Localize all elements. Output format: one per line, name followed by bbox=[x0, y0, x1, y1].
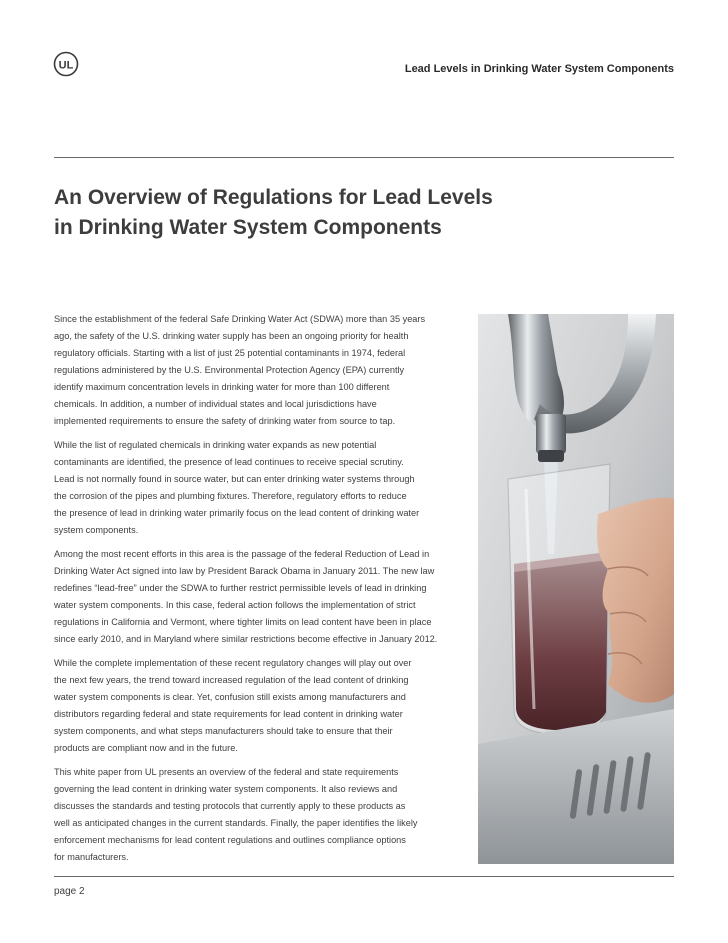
footer-divider bbox=[54, 876, 674, 877]
text-line: water system components. In this case, federal action follows the implementation of strict bbox=[54, 600, 416, 610]
header-title: Lead Levels in Drinking Water System Components bbox=[404, 63, 674, 75]
text-line: well as anticipated changes in the current standards. Finally, the paper identifies the likely bbox=[54, 818, 418, 828]
text-line: regulations in California and Vermont, where tighter limits on lead content have been in place bbox=[54, 617, 432, 627]
page-number: page 2 bbox=[54, 886, 85, 897]
text-line: regulatory officials. Starting with a list of just 25 potential contaminants in 1974, federal bbox=[54, 348, 406, 358]
text-line: discusses the standards and testing protocols that currently apply to these products as bbox=[54, 801, 406, 811]
text-line: governing the lead content in drinking water system components. It also reviews and bbox=[54, 784, 398, 794]
page-title-line: in Drinking Water System Components bbox=[54, 216, 442, 239]
text-line: Since the establishment of the federal Safe Drinking Water Act (SDWA) more than 35 years bbox=[54, 314, 426, 324]
article-body bbox=[54, 311, 464, 873]
header-divider bbox=[54, 157, 674, 158]
text-line: distributors regarding federal and state requirements for lead content in drinking water bbox=[54, 709, 403, 719]
paragraph bbox=[54, 311, 464, 430]
page-title bbox=[54, 183, 614, 243]
ul-logo-text: UL bbox=[58, 59, 74, 72]
text-line: While the list of regulated chemicals in drinking water expands as new potential bbox=[54, 440, 377, 450]
water-glass-faucet-photo bbox=[478, 314, 674, 864]
page-title-line: An Overview of Regulations for Lead Levels bbox=[54, 186, 493, 209]
text-line: products are compliant now and in the future. bbox=[54, 743, 238, 753]
text-line: the next few years, the trend toward increased regulation of the lead content of drinking bbox=[54, 675, 409, 685]
text-line: water system components is clear. Yet, confusion still exists among manufacturers and bbox=[54, 692, 406, 702]
text-line: the presence of lead in drinking water primarily focus on the lead content of drinking water bbox=[54, 508, 420, 518]
text-line: Lead is not normally found in source water, but can enter drinking water systems through bbox=[54, 474, 415, 484]
text-line: for manufacturers. bbox=[54, 852, 129, 862]
text-line: Drinking Water Act signed into law by President Barack Obama in January 2011. The new law bbox=[54, 566, 435, 576]
text-line: implemented requirements to ensure the safety of drinking water from source to tap. bbox=[54, 416, 396, 426]
text-line: contaminants are identified, the presence of lead continues to receive special scrutiny. bbox=[54, 457, 404, 467]
text-line: system components, and what steps manufacturers should take to ensure that their bbox=[54, 726, 393, 736]
text-line: since early 2010, and in Maryland where similar restrictions become effective in January 2012. bbox=[54, 634, 438, 644]
text-line: system components. bbox=[54, 525, 139, 535]
text-line: regulations administered by the U.S. Environmental Protection Agency (EPA) currently bbox=[54, 365, 405, 375]
paragraph bbox=[54, 437, 464, 539]
text-line: Among the most recent efforts in this area is the passage of the federal Reduction of Lead in bbox=[54, 549, 430, 559]
paragraph bbox=[54, 655, 464, 757]
text-line: This white paper from UL presents an overview of the federal and state requirements bbox=[54, 767, 399, 777]
paragraph bbox=[54, 546, 464, 648]
text-line: chemicals. In addition, a number of individual states and local jurisdictions have bbox=[54, 399, 377, 409]
text-line: the corrosion of the pipes and plumbing fixtures. Therefore, regulatory efforts to reduce bbox=[54, 491, 407, 501]
text-line: identify maximum concentration levels in drinking water for more than 100 different bbox=[54, 382, 390, 392]
ul-logo-icon bbox=[53, 51, 79, 77]
text-line: enforcement mechanisms for lead content regulations and outlines compliance options bbox=[54, 835, 406, 845]
text-line: While the complete implementation of these recent regulatory changes will play out over bbox=[54, 658, 412, 668]
text-line: redefines “lead-free” under the SDWA to further restrict permissible levels of lead in drinking bbox=[54, 583, 427, 593]
paragraph bbox=[54, 764, 464, 866]
text-line: ago, the safety of the U.S. drinking water supply has been an ongoing priority for health bbox=[54, 331, 409, 341]
